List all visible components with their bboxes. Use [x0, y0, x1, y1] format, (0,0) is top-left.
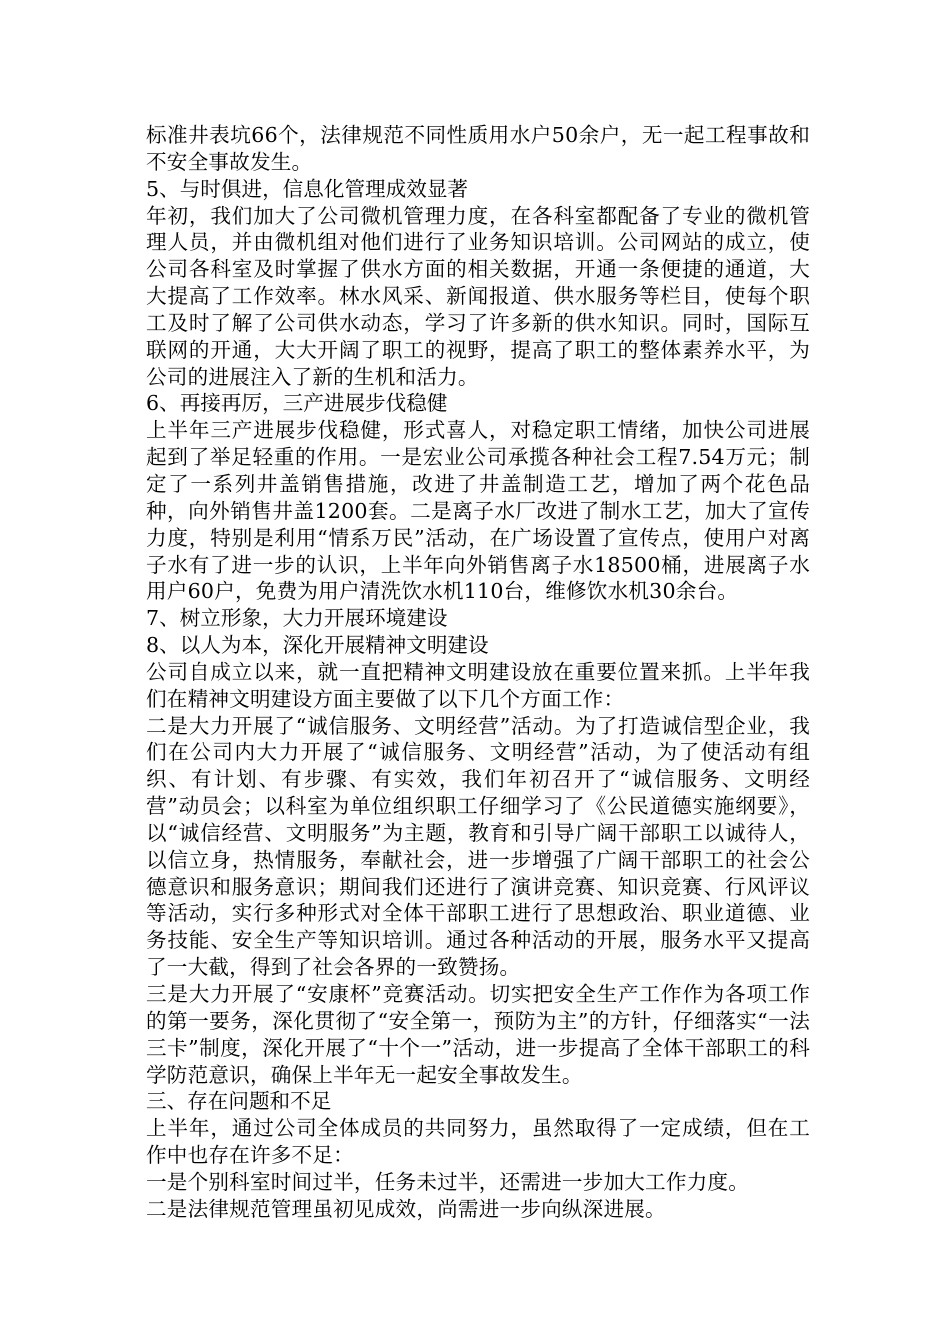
section-heading: 7、树立形象，大力开展环境建设	[146, 606, 448, 631]
paragraph: 二是法律规范管理虽初见成效，尚需进一步向纵深进展。	[146, 1196, 666, 1221]
paragraph: 上半年三产进展步伐稳健，形式喜人，对稳定职工情绪，加快公司进展起到了举足轻重的作用。一是宏业公司承揽各种社会工程7.54万元；制定了一系列井盖销售措施，改进了井盖制造工艺，增加了两个花色品种，向外销售井盖1200套。二是离子水厂改进了制水工艺，加大了宣传力度，特别是利用“情系万民”活动，在广场设置了宣传点，使用户对离子水有了进一步的认识，上半年向外销售离子水18500桶，进展离子水用户60户，免费为用户清洗饮水机110台，维修饮水机30余台。	[146, 418, 810, 604]
section-heading: 6、再接再厉，三产进展步伐稳健	[146, 391, 448, 416]
paragraph: 年初，我们加大了公司微机管理力度，在各科室都配备了专业的微机管理人员，并由微机组对他们进行了业务知识培训。公司网站的成立，使公司各科室及时掌握了供水方面的相关数据，开通一条便捷的通道，大大提高了工作效率。林水风采、新闻报道、供水服务等栏目，使每个职工及时了解了公司供水动态，学习了许多新的供水知识。同时，国际互联网的开通，大大开阔了职工的视野，提高了职工的整体素养水平，为公司的进展注入了新的生机和活力。	[146, 203, 810, 389]
section-heading: 5、与时俱进，信息化管理成效显著	[146, 176, 469, 201]
section-heading: 8、以人为本，深化开展精神文明建设	[146, 633, 489, 658]
paragraph: 三是大力开展了“安康杯”竞赛活动。切实把安全生产工作作为各项工作的第一要务，深化贯彻了“安全第一，预防为主”的方针，仔细落实“一法三卡”制度，深化开展了“十个一”活动，进一步提高了全体干部职工的科学防范意识，确保上半年无一起安全事故发生。	[146, 982, 810, 1087]
document-body	[146, 122, 810, 1223]
paragraph: 一是个别科室时间过半，任务未过半，还需进一步加大工作力度。	[146, 1169, 750, 1194]
paragraph: 标准井表坑66个，法律规范不同性质用水户50余户，无一起工程事故和不安全事故发生。	[146, 123, 810, 174]
paragraph: 上半年，通过公司全体成员的共同努力，虽然取得了一定成绩，但在工作中也存在许多不足：	[146, 1116, 810, 1168]
paragraph: 二是大力开展了“诚信服务、文明经营”活动。为了打造诚信型企业，我们在公司内大力开展了“诚信服务、文明经营”活动，为了使活动有组织、有计划、有步骤、有实效，我们年初召开了“诚信服务、文明经营”动员会；以科室为单位组织职工仔细学习了《公民道德实施纲要》，以“诚信经营、文明服务”为主题，教育和引导广阔干部职工以诚待人，以信立身，热情服务，奉献社会，进一步增强了广阔干部职工的社会公德意识和服务意识；期间我们还进行了演讲竞赛、知识竞赛、行风评议等活动，实行多种形式对全体干部职工进行了思想政治、职业道德、业务技能、安全生产等知识培训。通过各种活动的开展，服务水平又提高了一大截，得到了社会各界的一致赞扬。	[146, 713, 810, 980]
section-heading: 三、存在问题和不足	[146, 1089, 332, 1114]
paragraph: 公司自成立以来，就一直把精神文明建设放在重要位置来抓。上半年我们在精神文明建设方面主要做了以下几个方面工作：	[146, 659, 810, 711]
